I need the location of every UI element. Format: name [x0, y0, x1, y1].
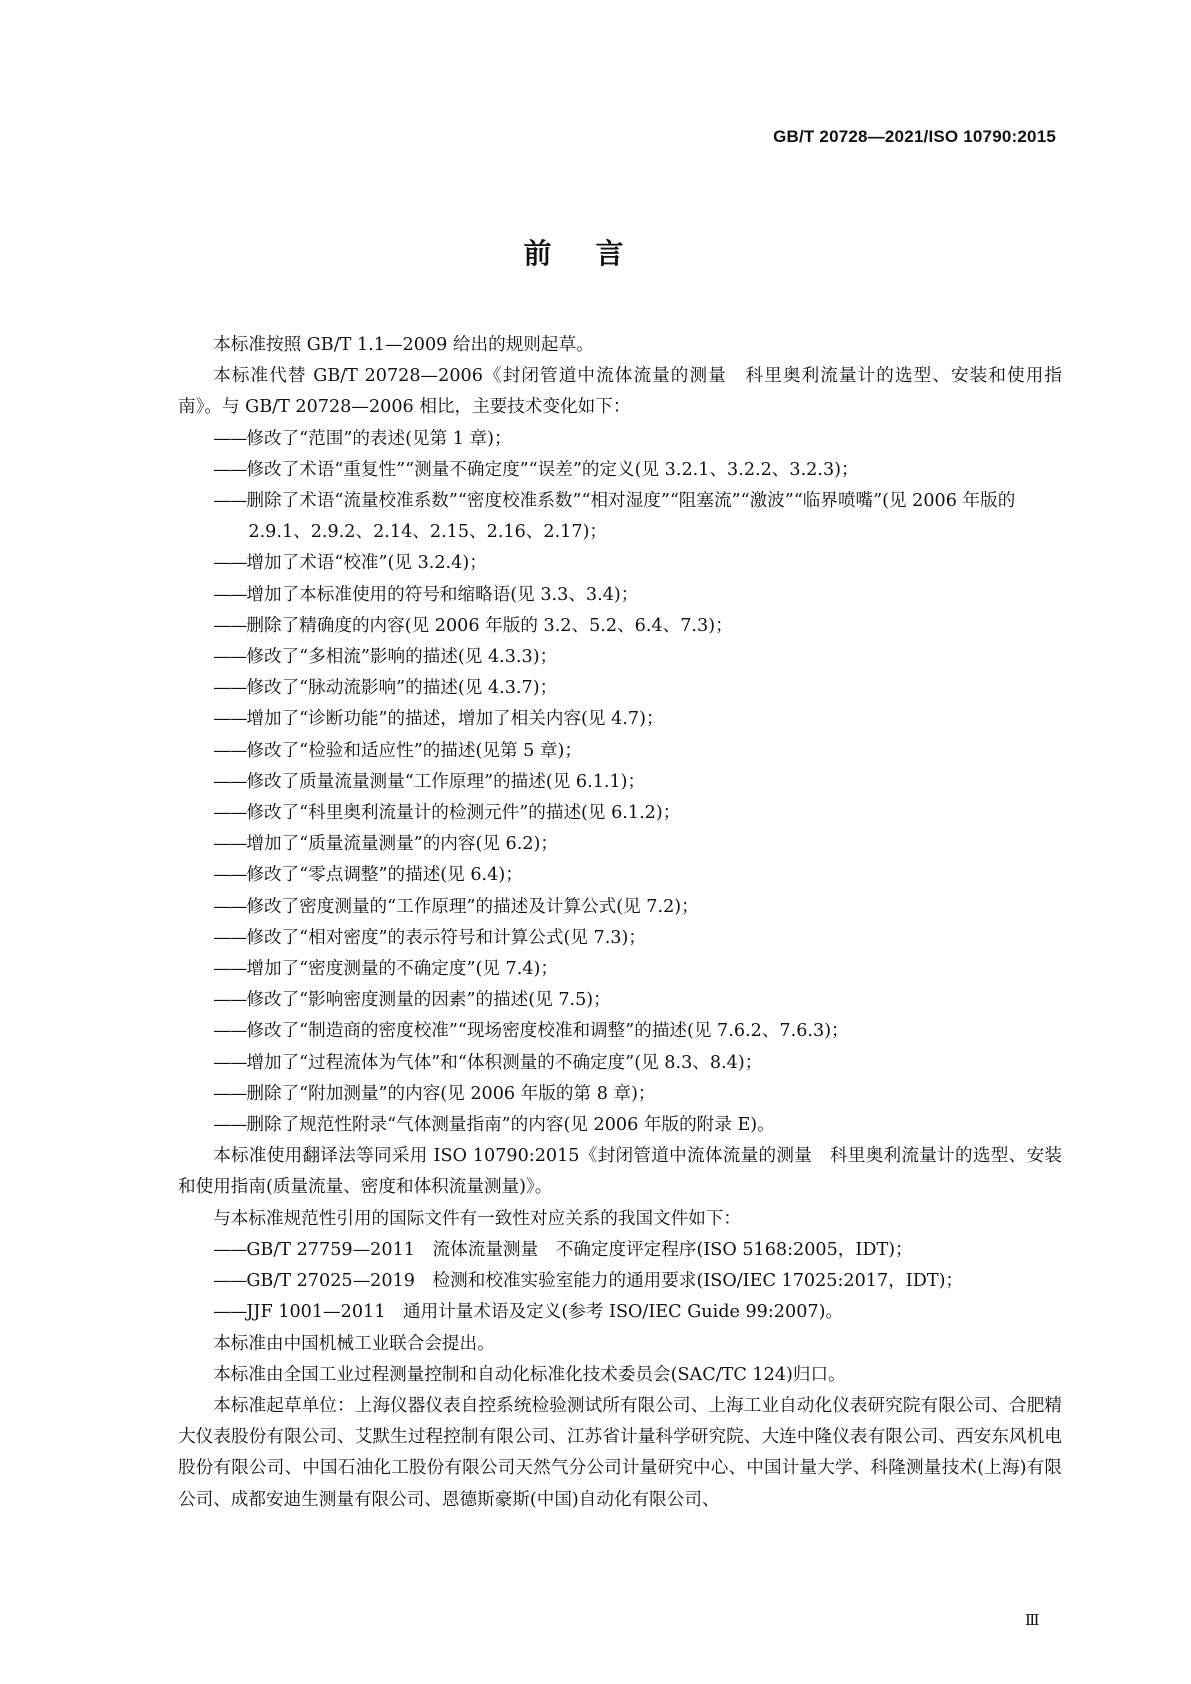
dash-marker: —— — [213, 615, 247, 636]
list-item-text: 删除了术语“流量校准系数”“密度校准系数”“相对湿度”“阻塞流”“激波”“临界喷嘴”(见 2006 年版的 2.9.1、2.9.2、2.14、2.15、2.16、2.17)； — [246, 491, 1016, 543]
list-item — [213, 798, 1062, 829]
list-item — [213, 548, 1062, 579]
list-item — [213, 642, 1062, 673]
list-item — [213, 455, 1062, 486]
dash-marker: —— — [213, 459, 247, 480]
list-item — [213, 580, 1062, 611]
changes-list — [178, 424, 1062, 1142]
dash-marker: —— — [213, 709, 247, 730]
list-item-text: 修改了术语“重复性”“测量不确定度”“误差”的定义(见 3.2.1、3.2.2、3.2.3)； — [246, 459, 859, 480]
dash-marker: —— — [213, 428, 247, 449]
list-item — [213, 704, 1062, 735]
page-number: Ⅲ — [1025, 1611, 1040, 1629]
list-item — [213, 767, 1062, 798]
list-item-text: 修改了“范围”的表述(见第 1 章)； — [246, 428, 512, 449]
list-item-text: 增加了“诊断功能”的描述，增加了相关内容(见 4.7)； — [246, 709, 664, 730]
list-item-text: GB/T 27759—2011 流体流量测量 不确定度评定程序(ISO 5168:2005，IDT)； — [246, 1239, 913, 1260]
list-item — [213, 954, 1062, 985]
document-body — [178, 330, 1062, 1516]
refs-list — [178, 1235, 1062, 1329]
list-item-text: 增加了术语“校准”(见 3.2.4)； — [246, 553, 487, 574]
paragraph: 本标准代替 GB/T 20728—2006《封闭管道中流体流量的测量 科里奥利流量计的选型、安装和使用指南》。与 GB/T 20728—2006 相比，主要技术变化如下： — [178, 366, 1062, 418]
dash-marker: —— — [213, 927, 247, 948]
dash-marker: —— — [213, 1239, 247, 1260]
list-item — [213, 829, 1062, 860]
list-item-text: 增加了“质量流量测量”的内容(见 6.2)； — [246, 834, 558, 855]
dash-marker: —— — [213, 740, 247, 761]
list-item — [213, 736, 1062, 767]
list-item-text: 修改了“零点调整”的描述(见 6.4)； — [246, 865, 523, 886]
list-item — [213, 611, 1062, 642]
standard-number-header: GB/T 20728—2021/ISO 10790:2015 — [773, 127, 1056, 146]
dash-marker: —— — [213, 803, 247, 824]
list-item-text: 修改了质量流量测量“工作原理”的描述(见 6.1.1)； — [246, 771, 646, 792]
dash-marker: —— — [213, 1052, 247, 1073]
list-item — [213, 1297, 1062, 1328]
dash-marker: —— — [213, 896, 247, 917]
list-item-text: 增加了“密度测量的不确定度”(见 7.4)； — [246, 959, 558, 980]
dash-marker: —— — [213, 491, 247, 512]
dash-marker: —— — [213, 1021, 247, 1042]
paragraph: 本标准使用翻译法等同采用 ISO 10790:2015《封闭管道中流体流量的测量 科里奥利流量计的选型、安装和使用指南(质量流量、密度和体积流量测量)》。 — [178, 1146, 1062, 1198]
list-item-text: 修改了“相对密度”的表示符号和计算公式(见 7.3)； — [246, 927, 646, 948]
dash-marker: —— — [213, 1115, 247, 1136]
list-item — [213, 424, 1062, 455]
dash-marker: —— — [213, 1302, 247, 1323]
paragraph: 本标准起草单位：上海仪器仪表自控系统检验测试所有限公司、上海工业自动化仪表研究院有限公司、合肥精大仪表股份有限公司、艾默生过程控制有限公司、江苏省计量科学研究院、大连中隆仪表有限公司、西安东风机电股份有限公司、中国石油化工股份有限公司天然气分公司计量研究中心、中国计量大学、科隆测量技术(上海)有限公司、成都安迪生测量有限公司、恩德斯豪斯(中国)自动化有限公司、 — [178, 1395, 1062, 1510]
list-item-text: GB/T 27025—2019 检测和校准实验室能力的通用要求(ISO/IEC 17025:2017，IDT)； — [246, 1271, 964, 1292]
paragraph: 本标准由全国工业过程测量控制和自动化标准化技术委员会(SAC/TC 124)归口。 — [213, 1364, 846, 1385]
list-item-text: 修改了“多相流”影响的描述(见 4.3.3)； — [246, 647, 558, 668]
dash-marker: —— — [213, 553, 247, 574]
list-item — [213, 1079, 1062, 1110]
list-item-text: 修改了密度测量的“工作原理”的描述及计算公式(见 7.2)； — [246, 896, 699, 917]
list-item-text: 删除了规范性附录“气体测量指南”的内容(见 2006 年版的附录 E)。 — [246, 1115, 775, 1136]
list-item-text: 增加了“过程流体为气体”和“体积测量的不确定度”(见 8.3、8.4)； — [246, 1052, 763, 1073]
dash-marker: —— — [213, 959, 247, 980]
list-item — [213, 673, 1062, 704]
dash-marker: —— — [213, 678, 247, 699]
dash-marker: —— — [213, 834, 247, 855]
paragraph: 本标准按照 GB/T 1.1—2009 给出的规则起草。 — [213, 335, 594, 355]
paragraph: 与本标准规范性引用的国际文件有一致性对应关系的我国文件如下： — [213, 1208, 742, 1229]
dash-marker: —— — [213, 647, 247, 668]
page-title: 前言 — [523, 237, 668, 270]
dash-marker: —— — [213, 865, 247, 886]
dash-marker: —— — [213, 1083, 247, 1104]
list-item-text: 修改了“制造商的密度校准”“现场密度校准和调整”的描述(见 7.6.2、7.6.3)； — [246, 1021, 849, 1042]
list-item — [213, 1110, 1062, 1141]
dash-marker: —— — [213, 990, 247, 1011]
list-item-text: 修改了“脉动流影响”的描述(见 4.3.7)； — [246, 678, 558, 699]
list-item — [213, 860, 1062, 891]
list-item — [213, 892, 1062, 923]
dash-marker: —— — [213, 771, 247, 792]
list-item — [213, 1016, 1062, 1047]
list-item — [213, 923, 1062, 954]
list-item-text: 增加了本标准使用的符号和缩略语(见 3.3、3.4)； — [246, 584, 639, 605]
list-item — [213, 1266, 1062, 1297]
paragraph: 本标准由中国机械工业联合会提出。 — [213, 1333, 495, 1354]
list-item — [213, 486, 1062, 548]
list-item-text: 删除了精确度的内容(见 2006 年版的 3.2、5.2、6.4、7.3)； — [246, 615, 733, 636]
dash-marker: —— — [213, 1271, 247, 1292]
list-item-text: 修改了“检验和适应性”的描述(见第 5 章)； — [246, 740, 582, 761]
list-item-text: 修改了“影响密度测量的因素”的描述(见 7.5)； — [246, 990, 611, 1011]
list-item — [213, 985, 1062, 1016]
list-item-text: 删除了“附加测量”的内容(见 2006 年版的第 8 章)； — [246, 1083, 656, 1104]
list-item-text: JJF 1001—2011 通用计量术语及定义(参考 ISO/IEC Guide 99:2007)。 — [246, 1302, 844, 1323]
list-item-text: 修改了“科里奥利流量计的检测元件”的描述(见 6.1.2)； — [246, 803, 681, 824]
list-item — [213, 1235, 1062, 1266]
dash-marker: —— — [213, 584, 247, 605]
list-item — [213, 1048, 1062, 1079]
